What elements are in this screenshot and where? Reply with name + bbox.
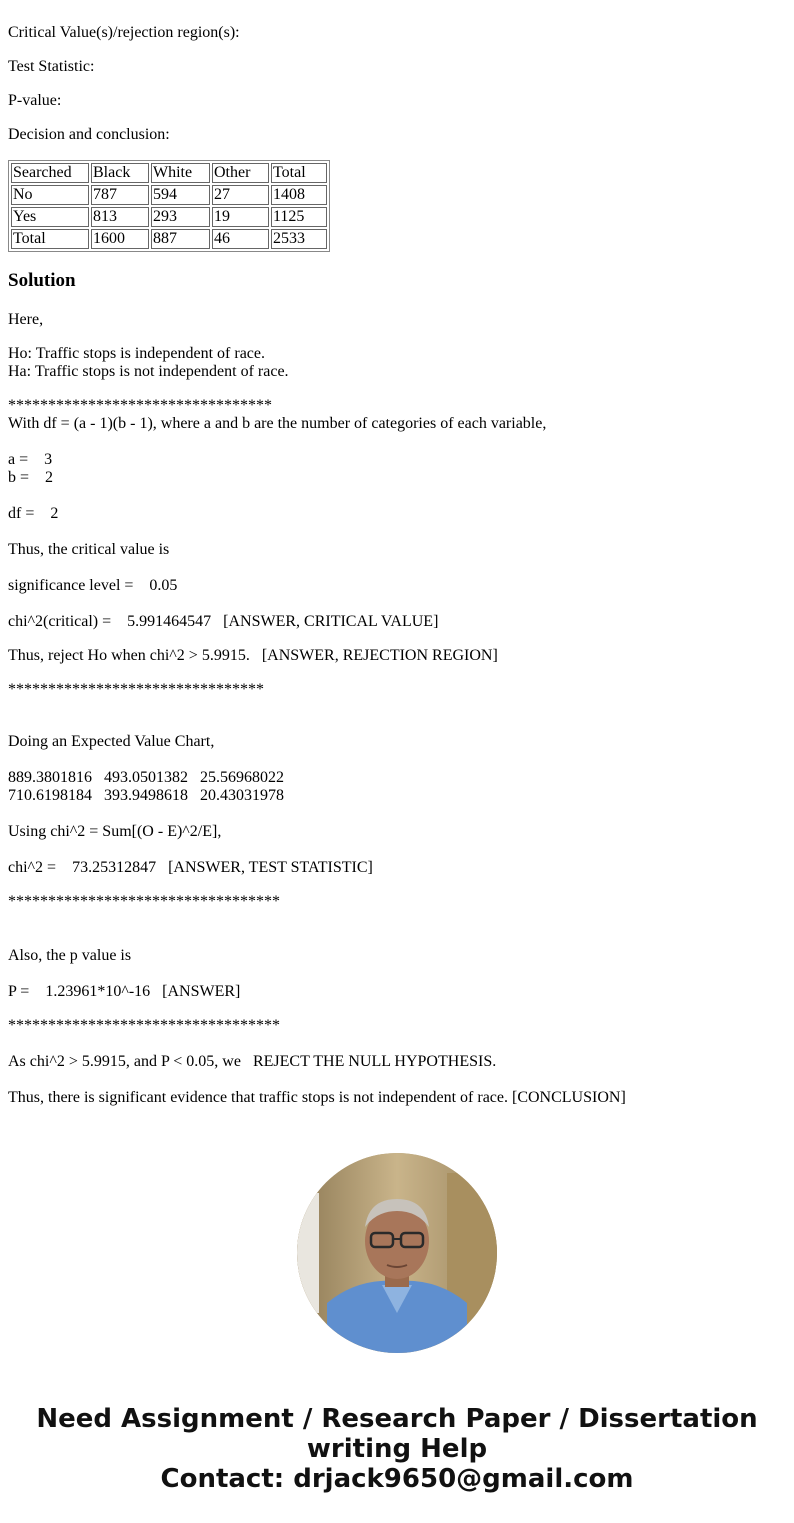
text-line: Also, the p value is [8, 947, 132, 964]
critical-value-label: Critical Value(s)/rejection region(s): [8, 24, 240, 41]
table-cell: 19 [212, 207, 269, 227]
table-cell: Yes [11, 207, 89, 227]
text-line: significance level = 0.05 [8, 577, 178, 594]
rejection-region-answer: Thus, reject Ho when chi^2 > 5.9915. [ANSWER, REJECTION REGION] [8, 647, 498, 664]
table-row [11, 207, 327, 227]
separator-stars: ********************************* [8, 397, 272, 414]
footer-line: Need Assignment / Research Paper / Dissertation [36, 1404, 758, 1434]
text-line: Thus, the critical value is [8, 541, 170, 558]
conclusion-text: Thus, there is significant evidence that traffic stops is not independent of race. [CONCLUSION] [8, 1089, 626, 1106]
table-header-cell: Black [91, 163, 149, 183]
text-line: Here, [8, 311, 44, 328]
table-cell: 1408 [271, 185, 327, 205]
separator-stars: ********************************** [8, 893, 280, 910]
test-statistic-answer: chi^2 = 73.25312847 [ANSWER, TEST STATISTIC] [8, 859, 373, 876]
separator-stars: ********************************** [8, 1017, 280, 1034]
table-cell: 293 [151, 207, 210, 227]
footer-line: writing Help [306, 1434, 488, 1464]
text-line: Using chi^2 = Sum[(O - E)^2/E], [8, 823, 222, 840]
text-line: With df = (a - 1)(b - 1), where a and b are the number of categories of each variable, [8, 415, 547, 432]
table-cell: 46 [212, 229, 269, 249]
null-hypothesis: Ho: Traffic stops is independent of race. [8, 345, 265, 362]
footer-contact: Contact: drjack9650@gmail.com [160, 1464, 634, 1494]
p-value-label: P-value: [8, 92, 62, 109]
decision-text: As chi^2 > 5.9915, and P < 0.05, we REJECT THE NULL HYPOTHESIS. [8, 1053, 497, 1070]
table-cell: 1125 [271, 207, 327, 227]
p-value-answer: P = 1.23961*10^-16 [ANSWER] [8, 983, 241, 1000]
table-cell: 1600 [91, 229, 149, 249]
critical-value-answer: chi^2(critical) = 5.991464547 [ANSWER, CRITICAL VALUE] [8, 613, 439, 630]
solution-heading: Solution [8, 270, 76, 291]
alt-hypothesis: Ha: Traffic stops is not independent of race. [8, 363, 289, 380]
table-cell: 813 [91, 207, 149, 227]
table-header-cell: White [151, 163, 210, 183]
decision-label: Decision and conclusion: [8, 126, 170, 143]
test-statistic-label: Test Statistic: [8, 58, 95, 75]
expected-row: 889.3801816 493.0501382 25.56968022 [8, 769, 284, 786]
author-photo [297, 1153, 497, 1353]
text-line: a = 3 [8, 451, 53, 468]
text-line: Doing an Expected Value Chart, [8, 733, 215, 750]
text-line: df = 2 [8, 505, 59, 522]
table-header-cell: Total [271, 163, 327, 183]
text-line: b = 2 [8, 469, 54, 486]
table-cell: 887 [151, 229, 210, 249]
separator-stars: ******************************** [8, 681, 264, 698]
table-cell: Total [11, 229, 89, 249]
table-row [11, 229, 327, 249]
table-cell: 594 [151, 185, 210, 205]
footer-banner [0, 1404, 794, 1494]
table-row [11, 185, 327, 205]
table-cell: 27 [212, 185, 269, 205]
expected-row: 710.6198184 393.9498618 20.43031978 [8, 787, 284, 804]
table-cell: No [11, 185, 89, 205]
table-header-row [11, 163, 327, 183]
table-header-cell: Searched [11, 163, 89, 183]
contingency-table [8, 160, 330, 252]
table-header-cell: Other [212, 163, 269, 183]
table-cell: 787 [91, 185, 149, 205]
table-cell: 2533 [271, 229, 327, 249]
portrait-illustration [297, 1153, 497, 1353]
